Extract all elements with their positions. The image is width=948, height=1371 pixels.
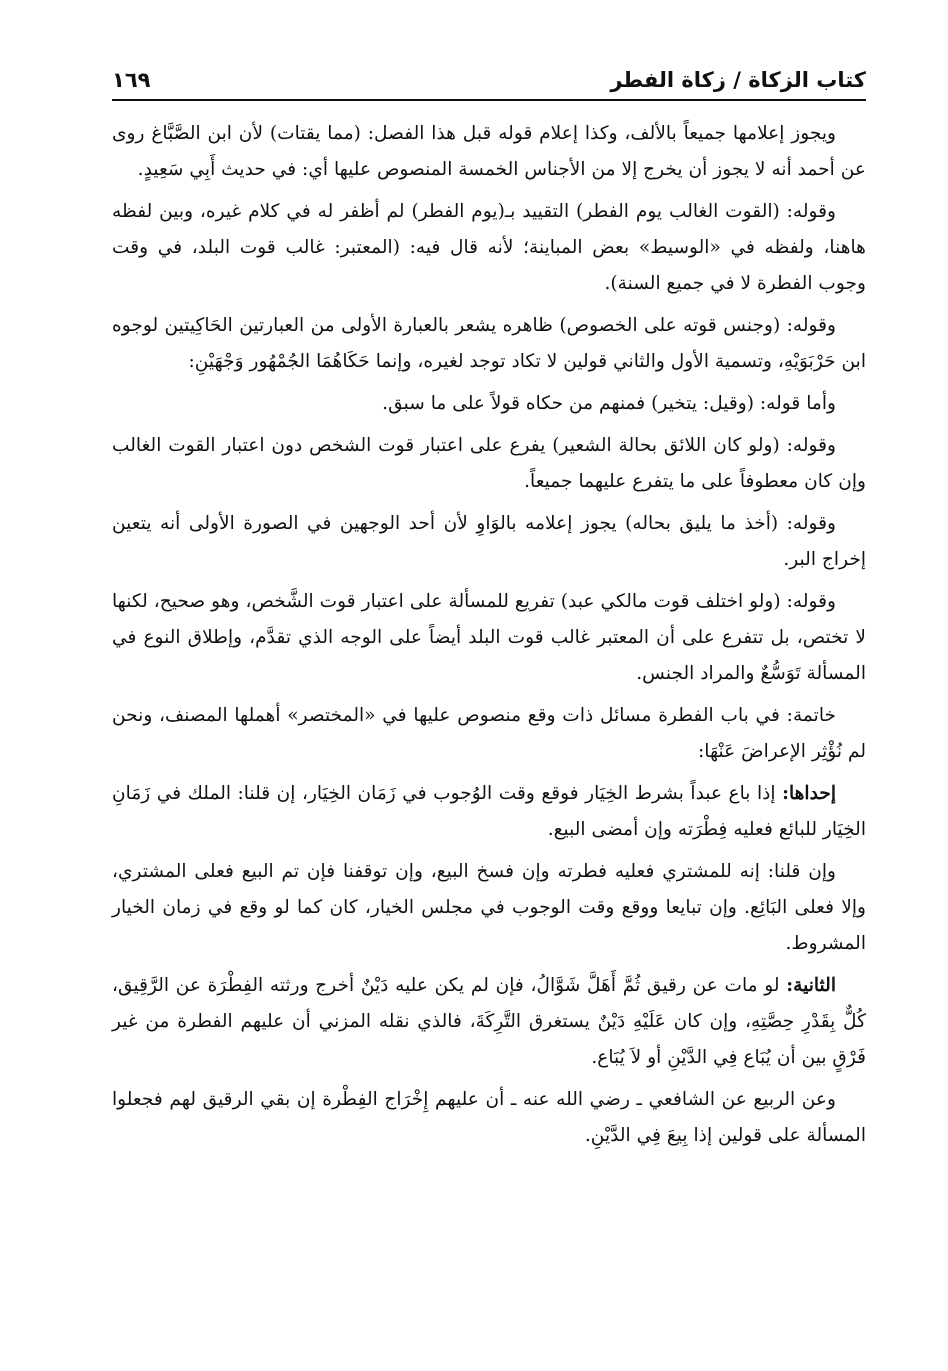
paragraph-lead: الثانية: (786, 975, 836, 996)
paragraph: ويجوز إعلامها جميعاً بالألف، وكذا إعلام قوله قبل هذا الفصل: (مما يقتات) لأن ابن الصَّبَّاغ روى عن أحمد أنه لا يجوز أن يخرج إلا من الأجناس الخمسة المنصوص عليها أي: في حديث أَبِي سَعِيدٍ. (112, 123, 866, 180)
paragraph: وقوله: (ولو اختلف قوت مالكي عبد) تفريع للمسألة على اعتبار قوت الشَّخص، وهو صحيح، لكنها لا تختص، بل تتفرع على أن المعتبر غالب قوت البلد أيضاً على الوجه الذي تقدَّم، وإطلاق النوع في المسألة تَوَسُّعٌ والمراد الجنس. (112, 591, 866, 684)
paragraph-lead: إحداها: (782, 783, 836, 804)
paragraph: وعن الربيع عن الشافعي ـ رضي الله عنه ـ أن عليهم إِخْرَاج الفِطْرة إن بقي الرقيق لهم فجعلوا المسألة على قولين إذا بِيعَ فِي الدَّيْنِ. (112, 1089, 866, 1146)
paragraph: الثانية: لو مات عن رقيق ثُمَّ أَهَلَّ شَوَّالُ، فإن لم يكن عليه دَيْنٌ أخرج ورثته الفِطْرَة عن الرَّقِيق، كُلٌّ بِقَدْرِ حِصَّتِهِ، وإن كان عَلَيْهِ دَيْنٌ يستغرق التَّرِكَةَ، فالذي نقله المزني أن عليهم الفطرة من غير فَرْقٍ بين أن يُبَاع فِي الدَّيْنِ أو لاَ يُبَاع. (112, 975, 866, 1068)
paragraph: وقوله: (القوت الغالب يوم الفطر) التقييد بـ(يوم الفطر) لم أظفر له في كلام غيره، وبين لفظه هاهنا، ولفظه في «الوسيط» بعض المباينة؛ لأنه قال فيه: (المعتبر: غالب قوت البلد، في وقت وجوب الفطرة لا في جميع السنة). (112, 201, 866, 294)
header-rule (112, 99, 866, 101)
paragraph: وقوله: (ولو كان اللائق بحالة الشعير) يفرع على اعتبار قوت الشخص دون اعتبار القوت الغالب وإن كان معطوفاً على ما يتفرع عليهما جميعاً. (112, 435, 866, 492)
paragraph: خاتمة: في باب الفطرة مسائل ذات وقع منصوص عليها في «المختصر» أهملها المصنف، ونحن لم نُؤْثِر الإعراضَ عَنْهَا: (112, 705, 866, 762)
paragraph: وقوله: (أخذ ما يليق بحاله) يجوز إعلامه بالوَاوِ لأن أحد الوجهين في الصورة الأولى أنه يتعين إخراج البر. (112, 513, 866, 570)
running-header (112, 56, 866, 92)
paragraph: وأما قوله: (وقيل: يتخير) فمنهم من حكاه قولاً على ما سبق. (382, 393, 836, 414)
paragraph: إحداها: إذا باع عبداً بشرط الخِيَار فوقع وقت الوُجوب في زَمَان الخِيَار، إن قلنا: الملك في زَمَانِ الخِيَار للبائع فعليه فِطْرَته وإن أمضى البيع. (112, 783, 866, 840)
body-text (112, 116, 866, 1154)
running-title: كتاب الزكاة / زكاة الفطر (610, 68, 866, 92)
paragraph: وإن قلنا: إنه للمشتري فعليه فطرته وإن فسخ البيع، وإن توقفنا فإن تم البيع فعلى المشتري، وإلا فعلى البَائِع. وإن تبايعا ووقع وقت الوجوب في مجلس الخيار، كان كما لو وقع في زمان الخيار المشروط. (112, 861, 866, 954)
paragraph: وقوله: (وجنس قوته على الخصوص) ظاهره يشعر بالعبارة الأولى من العبارتين الحَاكِيتين لوجوه ابن حَرْبَوَيْهِ، وتسمية الأول والثاني قولين لا تكاد توجد لغيره، وإنما حَكَاهُمَا الجُمْهُور وَجْهَيْنِ: (112, 315, 866, 372)
page-number: ١٦٩ (112, 68, 151, 92)
